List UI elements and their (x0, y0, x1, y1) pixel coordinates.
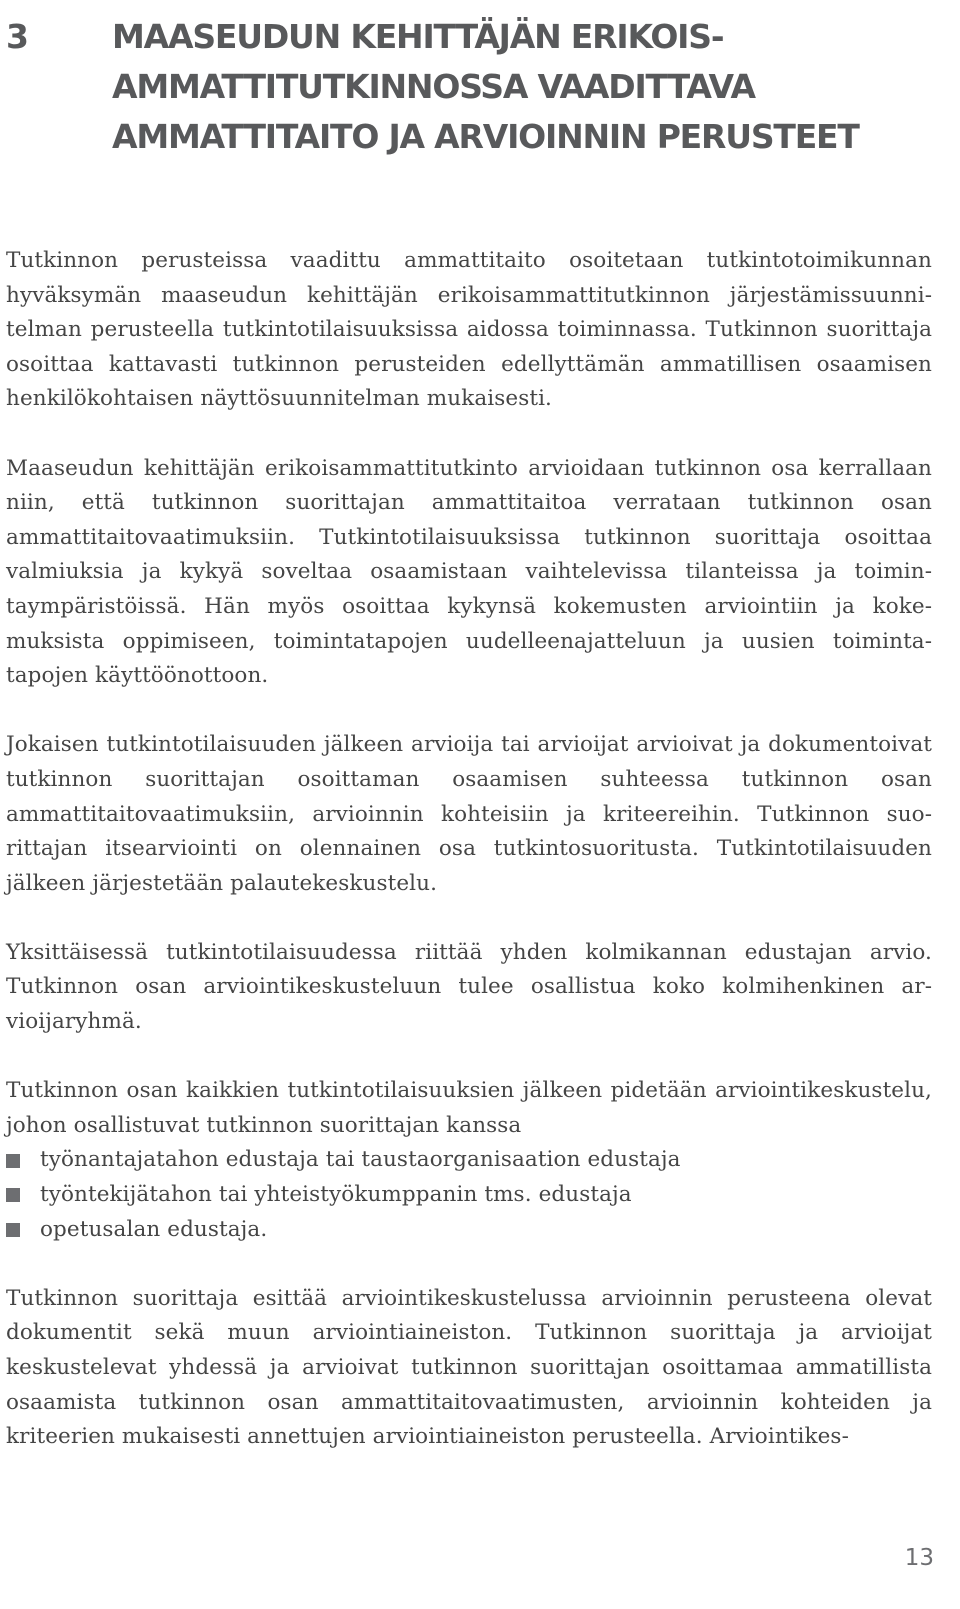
paragraph-assessment-by-module: Maaseudun kehittäjän erikoisammattitutkinto arvioidaan tutkinnon osa kerrallaan niin, että tutkinnon suorittajan ammattitaitoa verrataan tutkinnon osan ammattitaitovaatimuksiin. Tutkintotilaisuuksissa tutkinnon suorittaja osoittaa valmiuksia ja kykyä soveltaa osaamistaan vaihtelevissa tilanteissa ja toimintaympäristöissä. Hän myös osoittaa kykynsä kokemusten arviointiin ja kokemuksista oppimiseen, toimintatapojen uudelleenajatteluun ja uusien toimintatapojen käyttöönottoon. (6, 455, 932, 689)
list-item-text: työntekijätahon tai yhteistyökumppanin tms. edustaja (40, 1182, 632, 1208)
page-number: 13 (904, 1545, 934, 1571)
list-item-text: opetusalan edustaja. (40, 1216, 268, 1242)
list-item (6, 1143, 932, 1178)
paragraph-assessment-discussion: Tutkinnon osan kaikkien tutkintotilaisuuksien jälkeen pidetään arviointikeskustelu, johon osallistuvat tutkinnon suorittajan kanssa (6, 1078, 932, 1138)
square-bullet-icon (6, 1188, 20, 1202)
chapter-title-line: AMMATTITUTKINNOSSA VAADITTAVA (112, 67, 755, 106)
chapter-number: 3 (6, 17, 28, 56)
list-item (6, 1213, 932, 1248)
body-text (6, 244, 932, 1489)
participants-list (6, 1143, 932, 1247)
paragraph-single-assessor: Yksittäisessä tutkintotilaisuudessa riittää yhden kolmikannan edustajan arvio. Tutkinnon osan arviointikeskusteluun tulee osallistua koko kolmihenkinen arvioijaryhmä. (6, 939, 932, 1035)
square-bullet-icon (6, 1154, 20, 1168)
chapter-title (112, 12, 946, 162)
chapter-title-line: AMMATTITAITO JA ARVIOINNIN PERUSTEET (112, 117, 859, 156)
chapter-title-line: MAASEUDUN KEHITTÄJÄN ERIKOIS- (112, 17, 724, 56)
list-item-text: työnantajatahon edustaja tai taustaorganisaation edustaja (40, 1147, 681, 1173)
paragraph-closing: Tutkinnon suorittaja esittää arviointikeskustelussa arvioinnin perusteena olevat dokumentit sekä muun arviointiaineiston. Tutkinnon suorittaja ja arvioijat keskustelevat yhdessä ja arvioivat tutkinnon suorittajan osoittamaa ammatillista osaamista tutkinnon osan ammattitaitovaatimusten, arvioinnin kohteiden ja kriteerien mukaisesti annettujen arviointiaineiston perusteella. Arviointikes- (6, 1285, 932, 1450)
paragraph-documentation: Jokaisen tutkintotilaisuuden jälkeen arvioija tai arvioijat arvioivat ja dokumentoivat tutkinnon suorittajan osoittaman osaamisen suhteessa tutkinnon osan ammattitaitovaatimuksiin, arvioinnin kohteisiin ja kriteereihin. Tutkinnon suorittajan itsearviointi on olennainen osa tutkintosuoritusta. Tutkintotilaisuuden jälkeen järjestetään palautekeskustelu. (6, 732, 932, 896)
chapter-heading (6, 12, 946, 162)
list-item (6, 1178, 932, 1213)
square-bullet-icon (6, 1223, 20, 1237)
paragraph-evidence-of-skills: Tutkinnon perusteissa vaadittu ammattitaito osoitetaan tutkintotoimikunnan hyväksymän maaseudun kehittäjän erikoisammattitutkinnon järjestämissuunnitelman perusteella tutkintotilaisuuksissa aidossa toiminnassa. Tutkinnon suorittaja osoittaa kattavasti tutkinnon perusteiden edellyttämän ammatillisen osaamisen henkilökohtaisen näyttösuunnitelman mukaisesti. (6, 248, 932, 412)
